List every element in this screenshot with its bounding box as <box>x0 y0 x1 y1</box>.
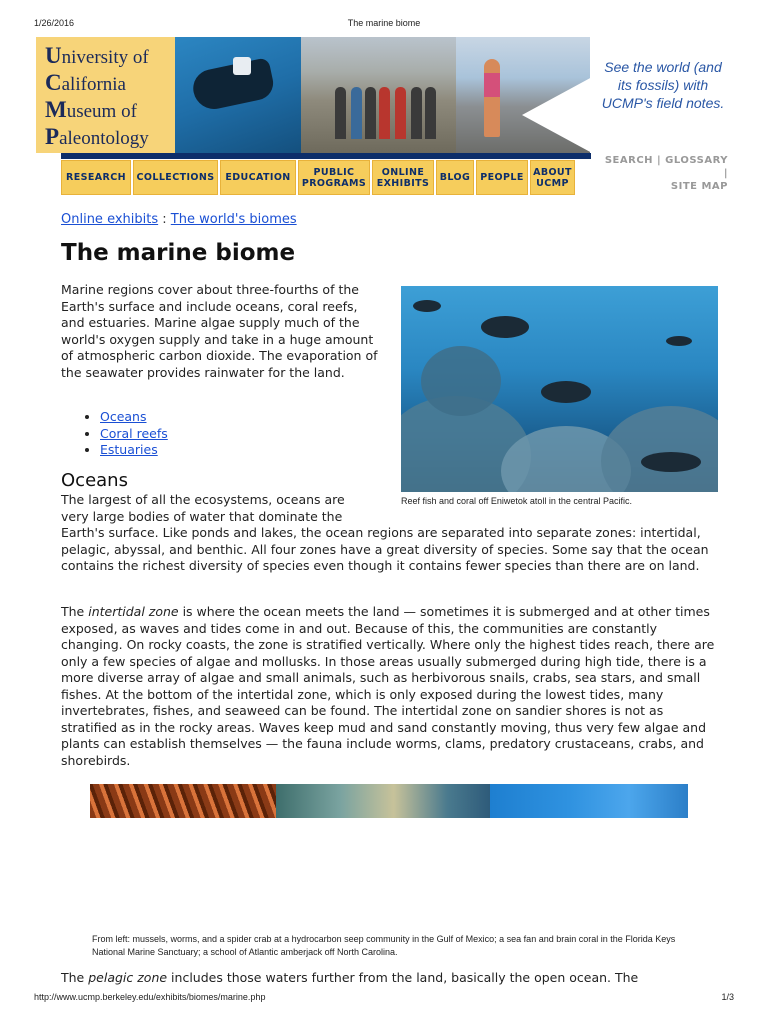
banner-photo-group <box>301 37 456 153</box>
pelagic-term: pelagic zone <box>88 970 168 985</box>
breadcrumb: Online exhibits : The world's biomes <box>61 212 297 227</box>
strip-caption: From left: mussels, worms, and a spider crab at a hydrocarbon seep community in the Gulf of Mexico; a sea fan and brain coral in the Florida Keys National Marine Sanctuary; a school of Atlantic amberjack off North Carolina. <box>92 934 676 957</box>
reef-caption: Reef fish and coral off Eniwetok atoll in the central Pacific. <box>401 496 632 506</box>
section-links <box>82 409 168 459</box>
page-title: The marine biome <box>61 240 296 266</box>
nav-collections[interactable]: COLLECTIONS <box>133 160 218 195</box>
print-url: http://www.ucmp.berkeley.edu/exhibits/biomes/marine.php <box>34 992 266 1002</box>
field-notes-tagline[interactable]: See the world (and its fossils) with UCMP's field notes. <box>601 59 725 111</box>
banner-photo-field <box>456 37 590 153</box>
nav-public-programs[interactable]: PUBLIC PROGRAMS <box>298 160 370 195</box>
marine-photo-strip <box>90 784 688 818</box>
nav-online-exhibits[interactable]: ONLINE EXHIBITS <box>372 160 434 195</box>
banner-photo-diver <box>175 37 301 153</box>
link-coral-reefs[interactable]: Coral reefs <box>100 425 168 441</box>
reef-photo <box>401 286 718 492</box>
strip-photo-coral <box>276 784 490 818</box>
print-title: The marine biome <box>347 18 421 28</box>
print-date: 1/26/2016 <box>34 18 75 28</box>
breadcrumb-online-exhibits[interactable]: Online exhibits <box>61 212 159 227</box>
intertidal-term: intertidal zone <box>88 604 179 619</box>
pelagic-paragraph: The pelagic zone includes those waters further from the land, basically the open ocean. The <box>61 970 639 985</box>
oceans-heading: Oceans <box>61 470 128 491</box>
strip-photo-seep <box>90 784 276 818</box>
oceans-paragraph: Earth's surface. Like ponds and lakes, the ocean regions are separated into separate zones: intertidal, pelagic, abyssal, and benthic. All four zones have a great diversity of species. Some say that the ocean contains the richest diversity of species even though it contains fewer species than there are on land. <box>61 525 709 573</box>
banner <box>36 37 590 153</box>
print-page-number: 1/3 <box>721 992 734 1002</box>
intertidal-paragraph: The intertidal zone is where the ocean meets the land — sometimes it is submerged and at other times exposed, as waves and tides come in and out. Because of this, the communities are constantly changing. On rocky coasts, the zone is stratified vertically. Where only the highest tides reach, there are only a few species of algae and mollusks. In those areas usually submerged during high tide, there is a more diverse array of algae and small animals, such as herbivorous snails, crabs, sea stars, and small fishes. At the bottom of the intertidal zone, which is only exposed during the lowest tides, many invertebrates, fishes, and seaweed can be found. The intertidal zone on sandier shores is not as stratified as in the rocky areas. Waves keep mud and sand constantly moving, thus very few algae and plants can establish themselves — the fauna include worms, clams, predatory crustaceans, crabs, and shorebirds. <box>61 604 715 768</box>
nav-research[interactable]: RESEARCH <box>61 160 131 195</box>
strip-photo-amberjack <box>490 784 688 818</box>
utility-links: SEARCH | GLOSSARY | SITE MAP <box>604 155 728 192</box>
print-footer <box>34 992 734 1002</box>
ucmp-logo[interactable]: University of California Museum of Paleontology <box>36 37 175 153</box>
sitemap-link[interactable]: SITE MAP <box>670 181 728 192</box>
nav-education[interactable]: EDUCATION <box>220 160 296 195</box>
link-estuaries[interactable]: Estuaries <box>100 442 158 457</box>
link-oceans[interactable]: Oceans <box>100 409 147 424</box>
oceans-paragraph-start: The largest of all the ecosystems, oceans are very large bodies of water that dominate the <box>61 492 345 524</box>
glossary-link[interactable]: GLOSSARY <box>665 155 728 166</box>
main-nav <box>61 160 575 197</box>
intro-paragraph: Marine regions cover about three-fourths of the Earth's surface and include oceans, coral reefs, and estuaries. Marine algae supply much of the world's oxygen supply and take in a huge amount of atmospheric carbon dioxide. The evaporation of the seawater provides rainwater for the land. <box>61 282 378 380</box>
search-link[interactable]: SEARCH <box>604 155 654 166</box>
nav-top-bar <box>61 153 591 159</box>
nav-blog[interactable]: BLOG <box>436 160 474 195</box>
nav-about-ucmp[interactable]: ABOUT UCMP <box>530 160 575 195</box>
breadcrumb-worlds-biomes[interactable]: The world's biomes <box>170 212 297 227</box>
nav-people[interactable]: PEOPLE <box>476 160 528 195</box>
